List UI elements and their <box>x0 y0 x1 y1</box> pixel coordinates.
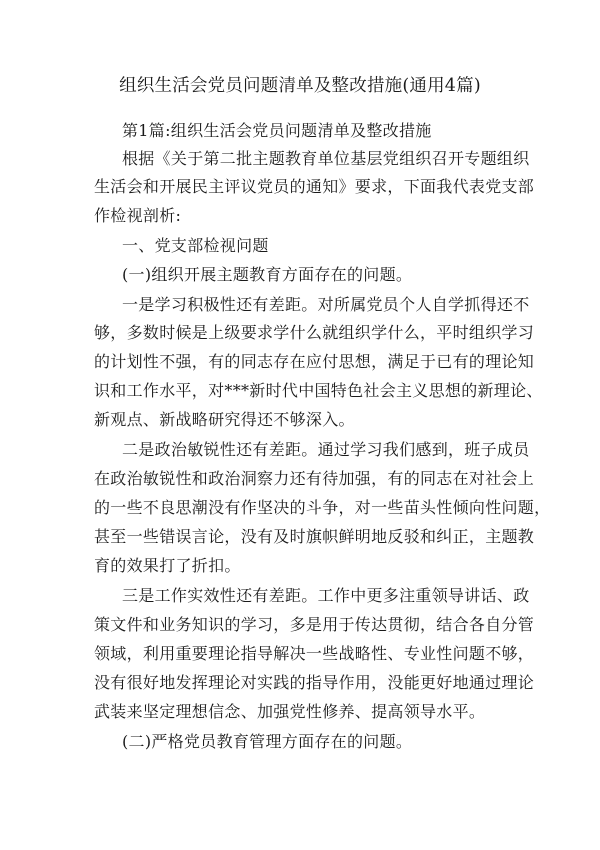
paragraph-line: 够，多数时候是上级要求学什么就组织学什么，平时组织学习 <box>94 323 535 342</box>
paragraph-line: 作检视剖析: <box>94 206 182 225</box>
paragraph-line: 育的效果打了折扣。 <box>94 556 241 575</box>
paragraph-line: 二是政治敏锐性还有差距。通过学习我们感到，班子成员 <box>122 440 530 459</box>
paragraph-line: 没有很好地发挥理论对实践的指导作用，没能更好地通过理论 <box>94 673 535 692</box>
paragraph-line: 三是工作实效性还有差距。工作中更多注重领导讲话、政 <box>122 586 530 605</box>
paragraph-line: 识和工作水平，对***新时代中国特色社会主义思想的新理论、 <box>94 381 543 400</box>
paragraph-line: 在政治敏锐性和政治洞察力还有待加强，有的同志在对社会上 <box>94 469 535 488</box>
paragraph-line: 武装来坚定理想信念、加强党性修养、提高领导水平。 <box>94 702 486 721</box>
section-heading-1: 第1篇:组织生活会党员问题清单及整改措施 <box>122 121 432 140</box>
paragraph-line: 策文件和业务知识的学习，多是用于传达贯彻，结合各自分管 <box>94 615 535 634</box>
paragraph-line: 的计划性不强，有的同志存在应付思想，满足于已有的理论知 <box>94 352 535 371</box>
subsection-heading: (二)严格党员教育管理方面存在的问题。 <box>122 732 413 751</box>
document-title: 组织生活会党员问题清单及整改措施(通用4篇) <box>119 76 481 96</box>
paragraph-line: 领域，利用重要理论指导解决一些战略性、专业性问题不够， <box>94 644 535 663</box>
subsection-heading: (一)组织开展主题教育方面存在的问题。 <box>122 265 413 284</box>
paragraph-line: 生活会和开展民主评议党员的通知》要求，下面我代表党支部 <box>94 177 535 196</box>
paragraph-line: 根据《关于第二批主题教育单位基层党组织召开专题组织 <box>122 149 530 168</box>
section-heading-2: 一、党支部检视问题 <box>122 236 269 255</box>
paragraph-line: 新观点、新战略研究得还不够深入。 <box>94 410 355 429</box>
paragraph-line: 一是学习积极性还有差距。对所属党员个人自学抓得还不 <box>122 295 530 314</box>
paragraph-line: 的一些不良思潮没有作坚决的斗争，对一些苗头性倾向性问题， <box>94 498 551 517</box>
paragraph-line: 甚至一些错误言论，没有及时旗帜鲜明地反驳和纠正，主题教 <box>94 527 535 546</box>
